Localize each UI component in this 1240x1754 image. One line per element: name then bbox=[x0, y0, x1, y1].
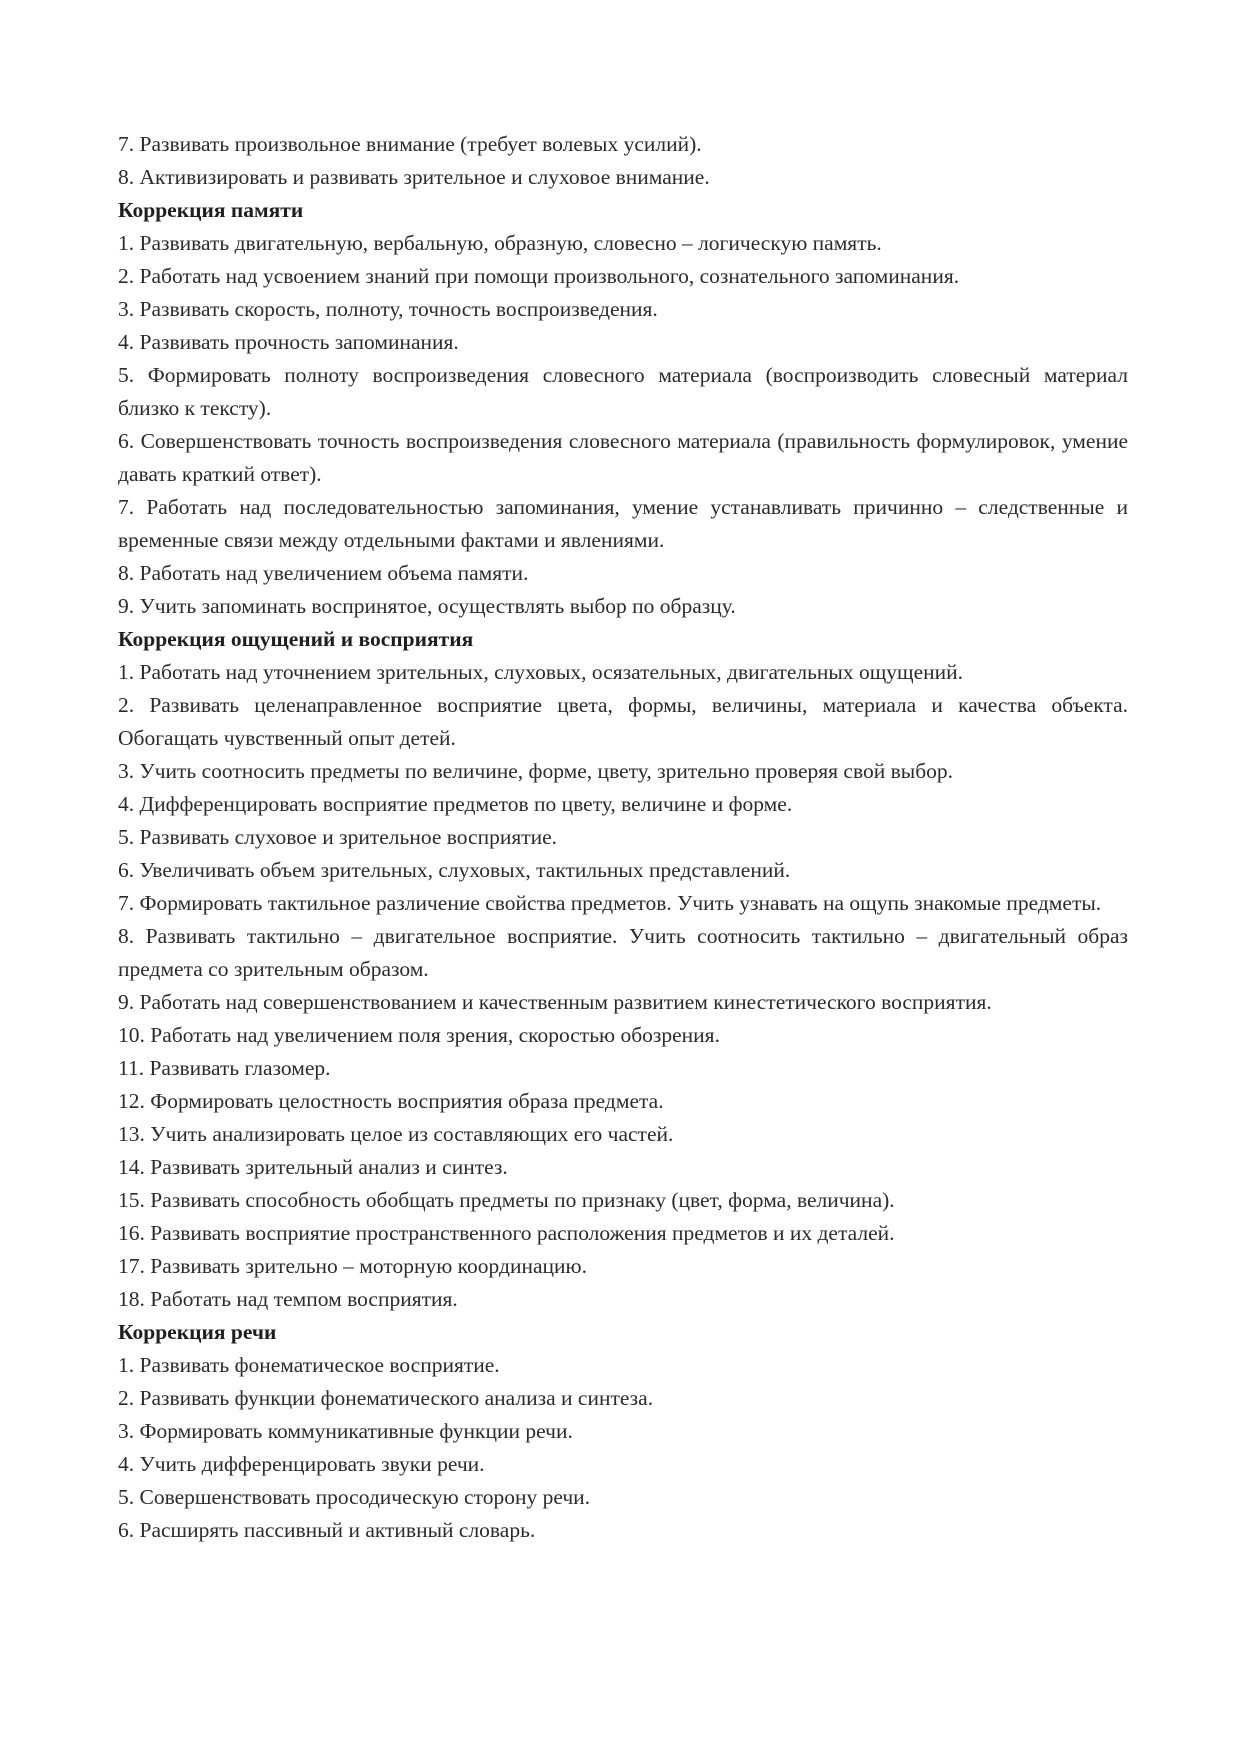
list-item: 7. Работать над последовательностью запоминания, умение устанавливать причинно – следственные и временные связи между отдельными фактами и явлениями. bbox=[118, 495, 1128, 552]
list-item: 12. Формировать целостность восприятия образа предмета. bbox=[118, 1089, 664, 1113]
section-heading: Коррекция ощущений и восприятия bbox=[118, 627, 474, 651]
list-item: 5. Развивать слуховое и зрительное восприятие. bbox=[118, 825, 558, 849]
section-heading: Коррекция речи bbox=[118, 1320, 277, 1344]
list-item: 3. Развивать скорость, полноту, точность воспроизведения. bbox=[118, 297, 658, 321]
list-item: 10. Работать над увеличением поля зрения, скоростью обозрения. bbox=[118, 1023, 720, 1047]
list-item: 6. Расширять пассивный и активный словарь. bbox=[118, 1518, 536, 1542]
list-item: 9. Работать над совершенствованием и качественным развитием кинестетического восприятия. bbox=[118, 990, 992, 1014]
list-item: 14. Развивать зрительный анализ и синтез. bbox=[118, 1155, 508, 1179]
list-item: 4. Дифференцировать восприятие предметов по цвету, величине и форме. bbox=[118, 792, 793, 816]
list-item: 17. Развивать зрительно – моторную координацию. bbox=[118, 1254, 587, 1278]
list-item: 13. Учить анализировать целое из составляющих его частей. bbox=[118, 1122, 674, 1146]
list-item: 6. Совершенствовать точность воспроизведения словесного материала (правильность формулировок, умение давать краткий ответ). bbox=[118, 429, 1128, 486]
list-item: 5. Совершенствовать просодическую сторону речи. bbox=[118, 1485, 591, 1509]
list-item: 2. Работать над усвоением знаний при помощи произвольного, сознательного запоминания. bbox=[118, 264, 960, 288]
list-item: 5. Формировать полноту воспроизведения словесного материала (воспроизводить словесный материал близко к тексту). bbox=[118, 363, 1128, 420]
list-item: 1. Развивать двигательную, вербальную, образную, словесно – логическую память. bbox=[118, 231, 882, 255]
list-item: 1. Работать над уточнением зрительных, слуховых, осязательных, двигательных ощущений. bbox=[118, 660, 964, 684]
list-item: 15. Развивать способность обобщать предметы по признаку (цвет, форма, величина). bbox=[118, 1188, 895, 1212]
list-item: 2. Развивать целенаправленное восприятие цвета, формы, величины, материала и качества объекта. Обогащать чувственный опыт детей. bbox=[118, 693, 1128, 750]
section-heading: Коррекция памяти bbox=[118, 198, 304, 222]
list-item: 6. Увеличивать объем зрительных, слуховых, тактильных представлений. bbox=[118, 858, 791, 882]
document-page bbox=[118, 128, 1128, 1547]
list-item: 18. Работать над темпом восприятия. bbox=[118, 1287, 458, 1311]
list-item: 7. Формировать тактильное различение свойства предметов. Учить узнавать на ощупь знакомые предметы. bbox=[118, 891, 1102, 915]
list-item: 4. Учить дифференцировать звуки речи. bbox=[118, 1452, 485, 1476]
list-item: 8. Развивать тактильно – двигательное восприятие. Учить соотносить тактильно – двигательный образ предмета со зрительным образом. bbox=[118, 924, 1128, 981]
list-item: 2. Развивать функции фонематического анализа и синтеза. bbox=[118, 1386, 654, 1410]
list-item: 1. Развивать фонематическое восприятие. bbox=[118, 1353, 500, 1377]
list-item: 3. Формировать коммуникативные функции речи. bbox=[118, 1419, 573, 1443]
list-item: 11. Развивать глазомер. bbox=[118, 1056, 331, 1080]
list-item: 16. Развивать восприятие пространственного расположения предметов и их деталей. bbox=[118, 1221, 895, 1245]
list-item: 3. Учить соотносить предметы по величине, форме, цвету, зрительно проверяя свой выбор. bbox=[118, 759, 954, 783]
list-item: 8. Работать над увеличением объема памяти. bbox=[118, 561, 529, 585]
list-item: 4. Развивать прочность запоминания. bbox=[118, 330, 459, 354]
list-item: 8. Активизировать и развивать зрительное и слуховое внимание. bbox=[118, 165, 710, 189]
list-item: 9. Учить запоминать воспринятое, осуществлять выбор по образцу. bbox=[118, 594, 736, 618]
list-item: 7. Развивать произвольное внимание (требует волевых усилий). bbox=[118, 132, 702, 156]
